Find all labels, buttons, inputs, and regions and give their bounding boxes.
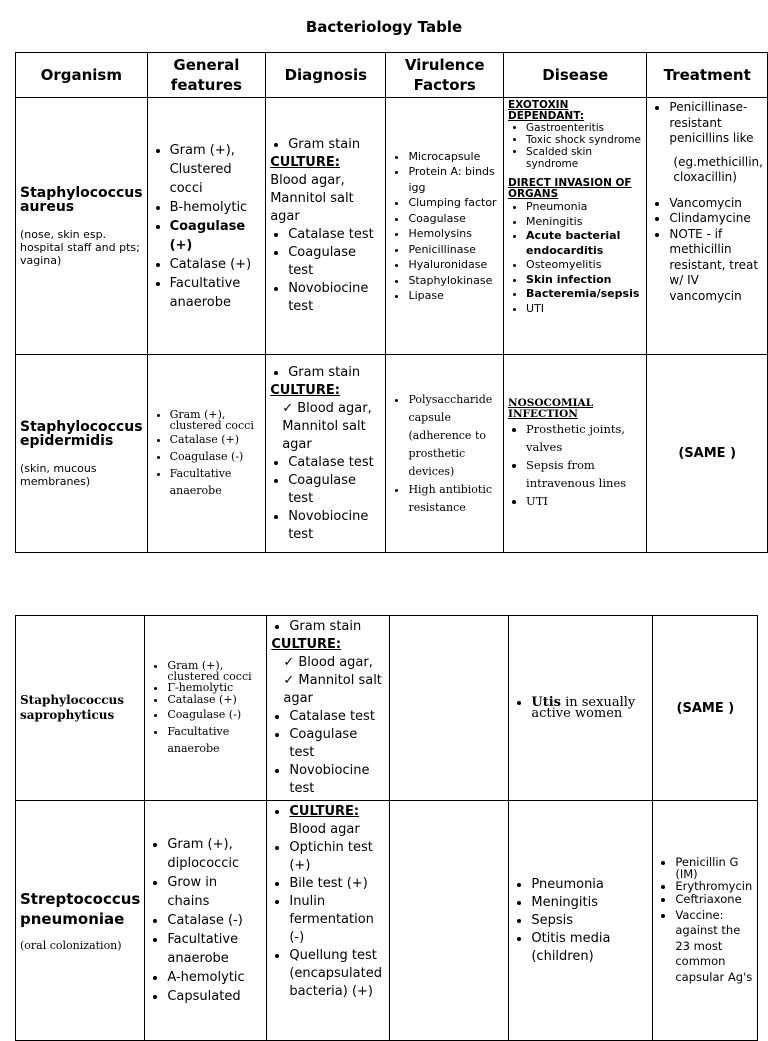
header-organism: Organism xyxy=(16,53,148,98)
diagnosis-cell xyxy=(267,616,390,801)
culture-label: CULTURE: xyxy=(289,804,360,819)
organism-cell xyxy=(16,801,145,1041)
list-item: • Coagulase test xyxy=(288,472,381,508)
list-item: ✓ Blood agar, xyxy=(283,654,385,672)
list-item: • Skin infection xyxy=(526,273,642,288)
organism-name: Staphylococcus aureus xyxy=(20,184,143,215)
header-treatment: Treatment xyxy=(647,53,768,98)
list-item: • Erythromycin xyxy=(675,880,753,892)
list-item: • Facultative anaerobe xyxy=(167,723,262,757)
list-item: • Coagulase test xyxy=(288,244,381,280)
list-item: • Coagulase test xyxy=(289,726,385,762)
list-item: • Catalase (-) xyxy=(167,911,262,930)
organism-name: Staphylococcus epidermidis xyxy=(20,418,143,449)
treatment-cell: (SAME ) xyxy=(647,355,768,553)
list-item: • Gastroenteritis xyxy=(526,122,642,134)
culture-label: CULTURE: xyxy=(270,382,340,398)
disease-rest: in sexually active women xyxy=(531,695,636,721)
list-item: • Polysaccharide capsule (adherence to prosthetic devices) xyxy=(408,391,499,481)
list-item: • High antibiotic resistance xyxy=(408,481,499,517)
disease-cell xyxy=(509,616,653,801)
list-item: • Staphylokinase xyxy=(408,273,499,289)
culture-text: Blood agar xyxy=(289,822,360,837)
disease-heading: DIRECT INVASION OF ORGANS xyxy=(508,177,632,200)
list-item: • Hemolysins xyxy=(408,226,499,242)
list-item: • Gram (+), diplococcic xyxy=(167,835,262,873)
table-row xyxy=(16,98,768,355)
list-item: • Γ-hemolytic xyxy=(167,682,262,694)
list-item: • Coagulase (+) xyxy=(170,217,262,255)
list-item: • Pneumonia xyxy=(526,200,642,215)
list-item: • B-hemolytic xyxy=(170,198,262,217)
diagnosis-cell xyxy=(267,801,390,1041)
treatment-cell xyxy=(653,801,758,1041)
culture-label: CULTURE: xyxy=(271,637,342,652)
list-item: ✓ Mannitol salt agar xyxy=(283,672,385,708)
list-item: • Penicillinase xyxy=(408,242,499,258)
table-row xyxy=(16,616,758,801)
list-item xyxy=(531,697,648,719)
list-item: • Facultative anaerobe xyxy=(170,274,262,312)
list-item: • Gram stain xyxy=(288,364,381,382)
list-item: • Capsulated xyxy=(167,987,262,1006)
header-row xyxy=(16,53,768,98)
list-item: • Otitis media (children) xyxy=(531,930,648,966)
list-item: • A-hemolytic xyxy=(167,968,262,987)
list-item: • Novobiocine test xyxy=(288,508,381,544)
list-item: • Hyaluronidase xyxy=(408,257,499,273)
list-item: • Bacteremia/sepsis xyxy=(526,287,642,302)
table-row xyxy=(16,801,758,1041)
list-item: • Gram (+), clustered cocci xyxy=(167,660,262,682)
list-item: ✓ Blood agar, Mannitol salt agar xyxy=(282,400,381,454)
list-item: • Inulin fermentation (-) xyxy=(289,893,385,947)
list-item: • Bile test (+) xyxy=(289,875,385,893)
general-features-cell xyxy=(145,616,267,801)
list-item: • Sepsis from intravenous lines xyxy=(526,456,642,492)
list-item: • Meningitis xyxy=(526,215,642,230)
disease-cell xyxy=(504,355,647,553)
disease-heading: NOSOCOMIAL INFECTION xyxy=(508,396,594,420)
list-item: • Quellung test (encapsulated bacteria) (+) xyxy=(289,947,385,1001)
disease-cell xyxy=(504,98,647,355)
list-item: • UTI xyxy=(526,492,642,510)
list-item: • Facultative anaerobe xyxy=(167,930,262,968)
treatment-cell xyxy=(647,98,768,355)
list-item: • Gram stain xyxy=(288,136,381,154)
list-item: • Catalase (+) xyxy=(170,431,262,448)
diagnosis-cell xyxy=(266,355,386,553)
list-item: • Catalase (+) xyxy=(167,694,262,706)
treatment-example: (eg.methicillin, cloxacillin) xyxy=(673,154,763,184)
disease-heading: EXOTOXIN DEPENDANT: xyxy=(508,99,584,122)
list-item: • Coagulase xyxy=(408,211,499,227)
bacteriology-table-1 xyxy=(15,52,768,553)
list-item: • Vancomycin xyxy=(669,196,763,212)
list-item: • Acute bacterial endocarditis xyxy=(526,229,642,258)
disease-cell xyxy=(509,801,653,1041)
list-item: • Gram (+), clustered cocci xyxy=(170,409,262,431)
list-item: • UTI xyxy=(526,302,642,317)
list-item: • Pneumonia xyxy=(531,876,648,894)
culture-text: Blood agar, Mannitol salt agar xyxy=(270,173,354,224)
list-item: • Scalded skin syndrome xyxy=(526,146,642,170)
list-item xyxy=(289,803,385,821)
organism-name: Staphylococcus saprophyticus xyxy=(20,693,125,722)
list-item: • NOTE - if methicillin resistant, treat w/ IV vancomycin xyxy=(669,227,763,305)
general-features-cell xyxy=(147,98,266,355)
list-item: • Gram stain xyxy=(289,618,385,636)
culture-label: CULTURE: xyxy=(270,155,340,170)
list-item: • Catalase test xyxy=(288,454,381,472)
list-item: • Clumping factor xyxy=(408,195,499,211)
organism-cell xyxy=(16,98,148,355)
organism-cell xyxy=(16,355,148,553)
organism-note: (nose, skin esp. hospital staff and pts; vagina) xyxy=(20,227,140,267)
virulence-cell xyxy=(390,616,509,801)
list-item: • Ceftriaxone xyxy=(675,892,753,908)
organism-name: Streptococcus pneumoniae xyxy=(20,890,141,928)
list-item: • Novobiocine test xyxy=(288,280,381,316)
list-item: • Catalase (+) xyxy=(170,255,262,274)
list-item: • Catalase test xyxy=(288,226,381,244)
header-virulence-factors: Virulence Factors xyxy=(386,53,504,98)
list-item: • Catalase test xyxy=(289,708,385,726)
list-item: • Clindamycine xyxy=(669,211,763,227)
general-features-cell xyxy=(147,355,266,553)
disease-bold: Utis xyxy=(531,695,561,710)
list-item: • Meningitis xyxy=(531,894,648,912)
list-item: • Gram (+), Clustered cocci xyxy=(170,141,262,198)
virulence-cell xyxy=(386,355,504,553)
list-item: • Penicillinase-resistant penicillins like xyxy=(669,100,763,147)
bacteriology-table-2 xyxy=(15,615,758,1041)
list-item: • Microcapsule xyxy=(408,149,499,165)
organism-note: (oral colonization) xyxy=(20,939,122,952)
list-item: • Lipase xyxy=(408,288,499,304)
organism-note: (skin, mucous membranes) xyxy=(20,461,97,488)
list-item: • Osteomyelitis xyxy=(526,258,642,273)
list-item: • Penicillin G (IM) xyxy=(675,856,753,880)
list-item: • Prosthetic joints, valves xyxy=(526,420,642,456)
list-item: • Grow in chains xyxy=(167,873,262,911)
list-item: • Optichin test (+) xyxy=(289,839,385,875)
virulence-cell xyxy=(386,98,504,355)
list-item: • Coagulase (-) xyxy=(167,706,262,723)
list-item: • Vaccine: against the 23 most common capsular Ag's xyxy=(675,908,753,986)
header-disease: Disease xyxy=(504,53,647,98)
page-title: Bacteriology Table xyxy=(305,18,463,36)
list-item: • Facultative anaerobe xyxy=(170,465,262,499)
diagnosis-cell xyxy=(266,98,386,355)
virulence-cell xyxy=(390,801,509,1041)
organism-cell xyxy=(16,616,145,801)
list-item: • Protein A: binds igg xyxy=(408,164,499,195)
header-diagnosis: Diagnosis xyxy=(266,53,386,98)
list-item: • Sepsis xyxy=(531,912,648,930)
general-features-cell xyxy=(145,801,267,1041)
list-item: • Novobiocine test xyxy=(289,762,385,798)
list-item: • Toxic shock syndrome xyxy=(526,134,642,146)
treatment-cell: (SAME ) xyxy=(653,616,758,801)
table-row xyxy=(16,355,768,553)
list-item: • Coagulase (-) xyxy=(170,448,262,465)
header-general-features: General features xyxy=(147,53,266,98)
